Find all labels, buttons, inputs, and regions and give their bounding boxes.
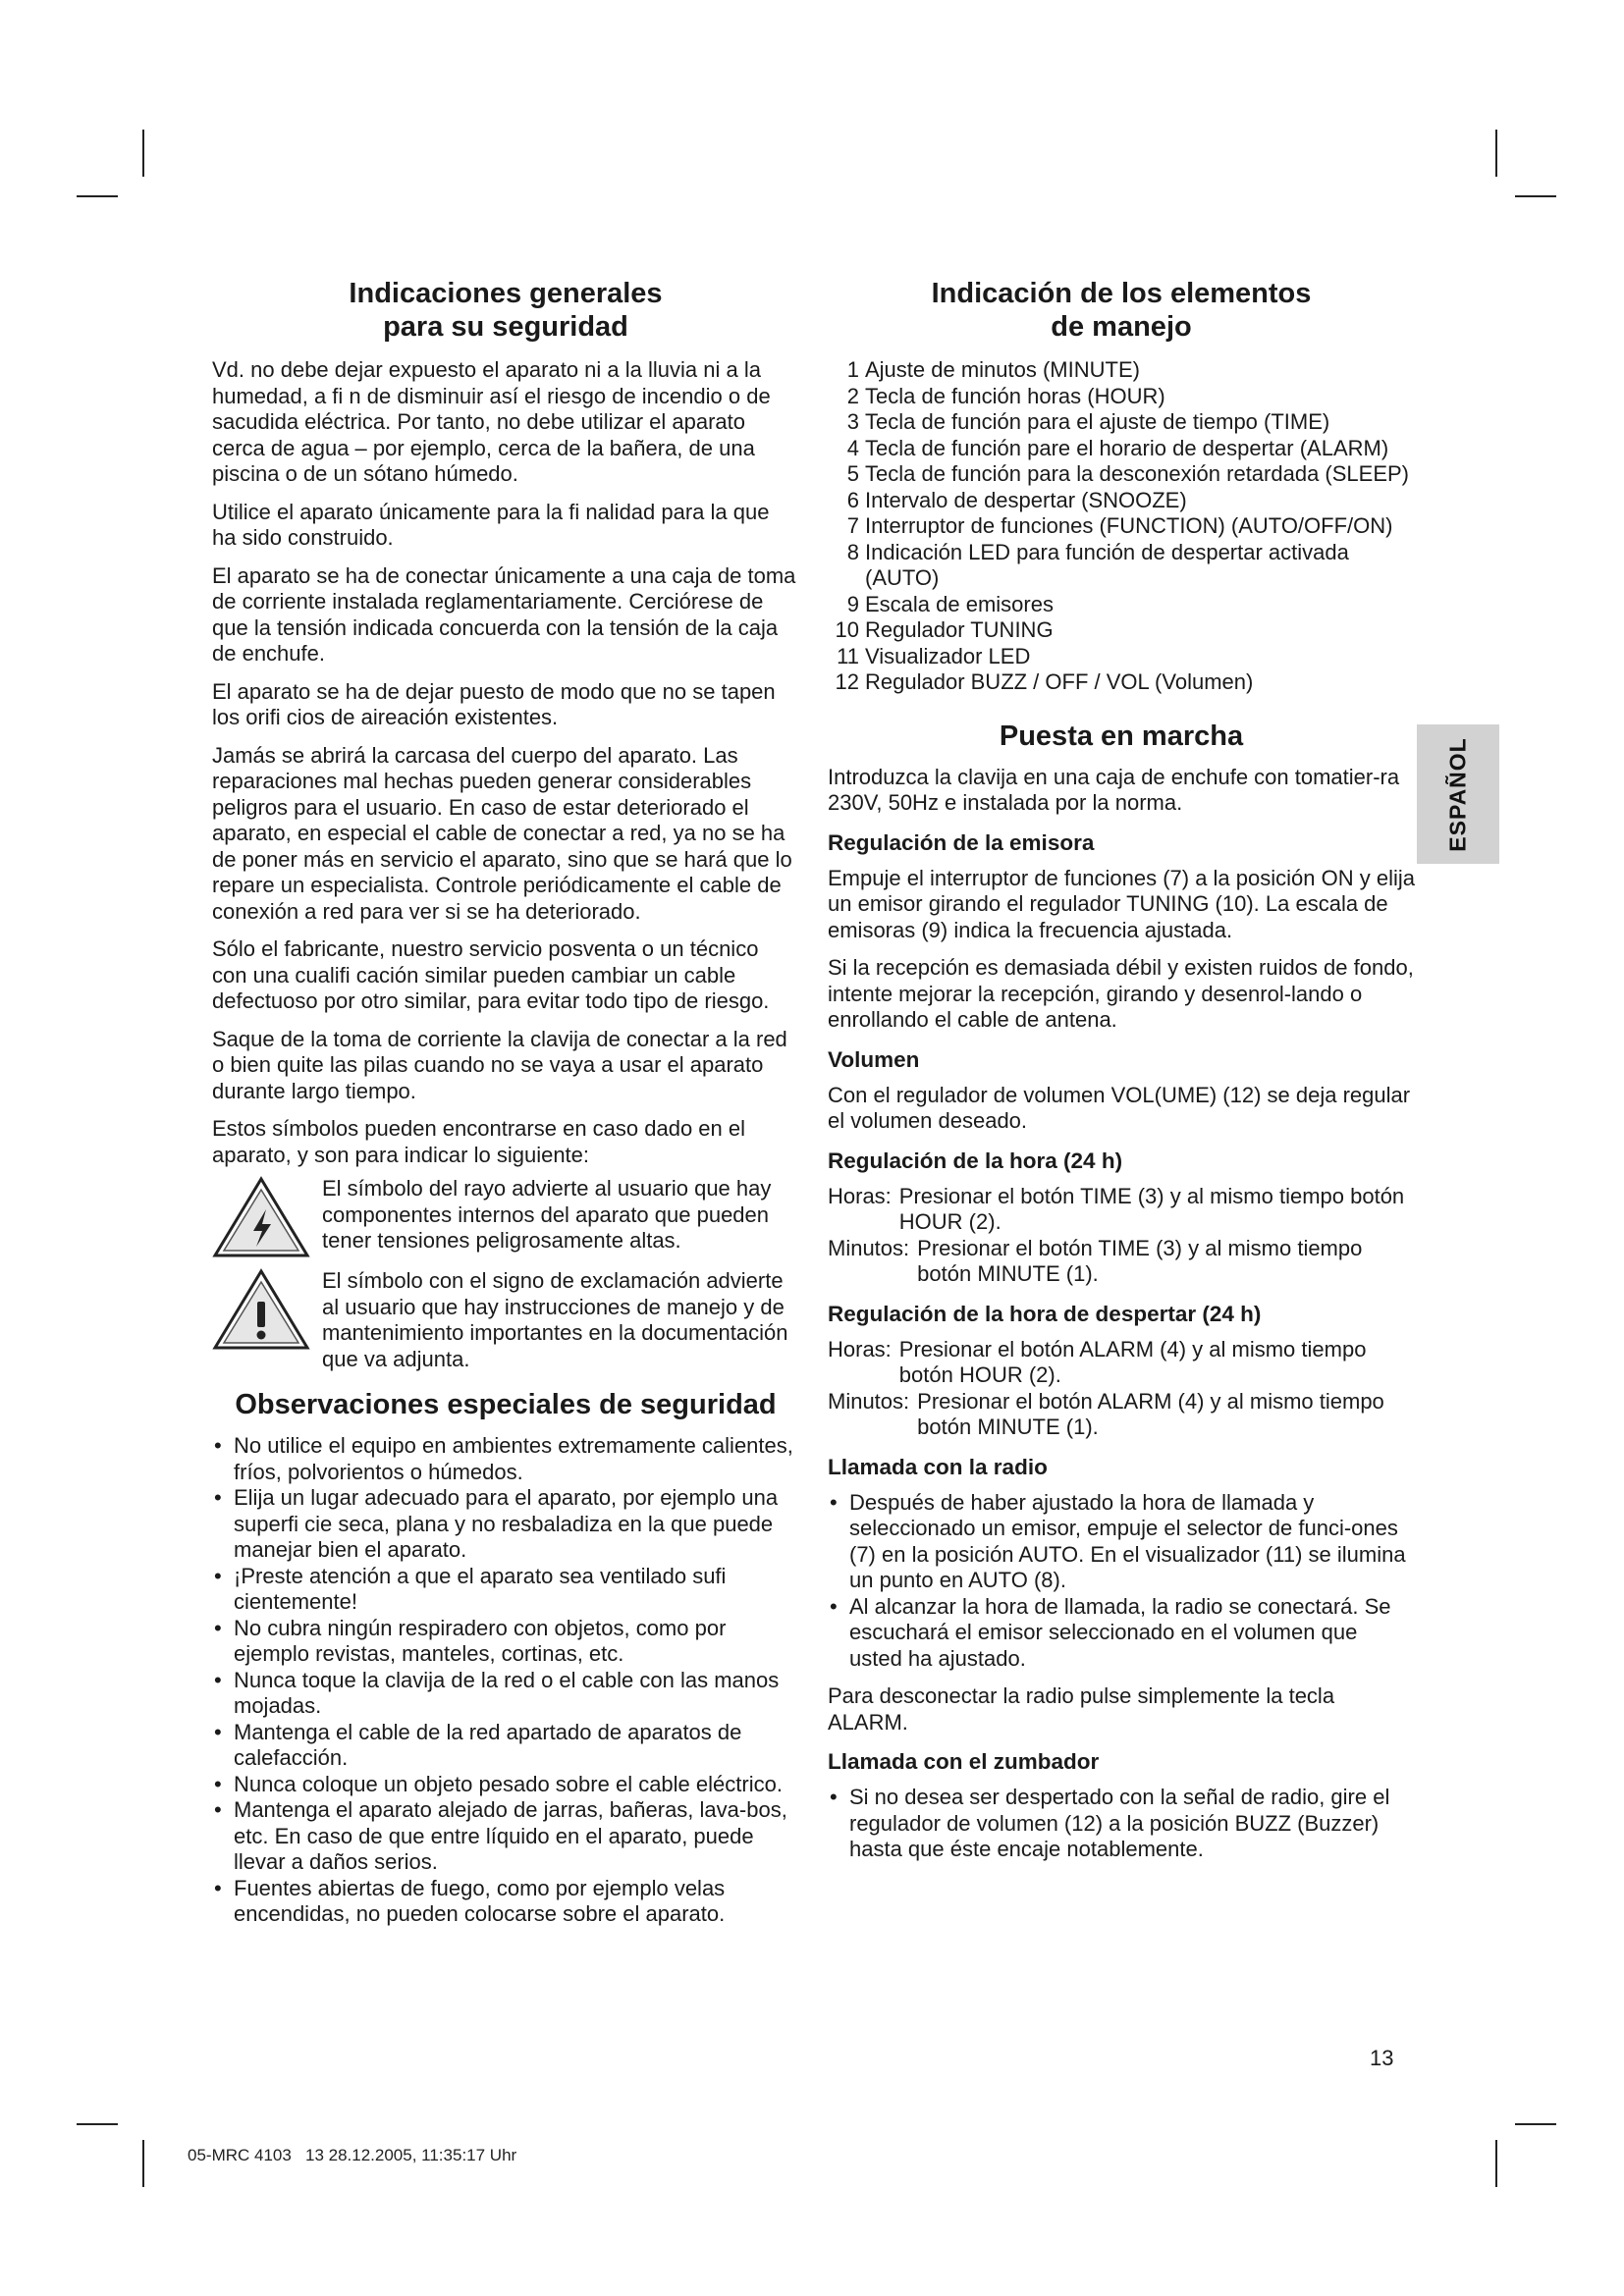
buzzer-list — [828, 1785, 1415, 1863]
safety-paragraph: Saque de la toma de corriente la clavija de conectar a la red o bien quite las pilas cuando no se vaya a usar el aparato durante largo tiempo. — [212, 1026, 787, 1103]
controls-title: Indicación de los elementos de manejo — [931, 278, 1312, 343]
crop-mark — [142, 2140, 144, 2187]
language-tab — [1417, 724, 1499, 864]
crop-mark — [1495, 2140, 1497, 2187]
list-item: 11 Visualizador LED — [837, 643, 1031, 668]
warning-exclamation — [212, 1268, 799, 1372]
warning-lightning — [212, 1176, 799, 1258]
radio-off-paragraph: Para desconectar la radio pulse simplemente la tecla ALARM. — [828, 1683, 1335, 1735]
list-item: 3 Tecla de función para el ajuste de tiempo (TIME) — [846, 409, 1330, 434]
list-item: 4 Tecla de función pare el horario de despertar (ALARM) — [846, 435, 1389, 460]
list-item: • No cubra ningún respiradero con objetos, como por ejemplo revistas, manteles, cortinas, etc. — [212, 1616, 799, 1668]
list-item: • Elija un lugar adecuado para el aparato, por ejemplo una superfi cie seca, plana y no resbaladiza en la que puede manejar bien el aparato. — [212, 1485, 799, 1564]
controls-list — [828, 357, 1415, 696]
station-paragraph: Si la recepción es demasiada débil y existen ruidos de fondo, intente mejorar la recepción, girando y desenrol-lando o enrollando el cable de antena. — [828, 955, 1414, 1032]
list-item: • Mantenga el aparato alejado de jarras, bañeras, lava-bos, etc. En caso de que entre líquido en el aparato, puede llevar a daños serios. — [212, 1797, 799, 1876]
alarm-minutes-row: Minutos: Presionar el botón ALARM (4) y al mismo tiempo botón MINUTE (1). — [828, 1388, 1384, 1439]
page-number: 13 — [1370, 2046, 1394, 2070]
list-item: 6 Intervalo de despertar (SNOOZE) — [846, 487, 1187, 512]
volume-paragraph: Con el regulador de volumen VOL(UME) (12) se deja regular el volumen deseado. — [828, 1082, 1411, 1133]
list-item: • No utilice el equipo en ambientes extremamente calientes, fríos, polvorientos o húmedos. — [212, 1433, 799, 1485]
crop-mark — [1495, 130, 1497, 177]
crop-mark — [77, 2123, 118, 2125]
warning-lightning-text: El símbolo del rayo advierte al usuario que hay componentes internos del aparato que pueden tener tensiones peligrosamente altas. — [322, 1176, 772, 1253]
list-item: 5 Tecla de función para la desconexión retardada (SLEEP) — [846, 461, 1410, 486]
list-item: • Al alcanzar la hora de llamada, la radio se conectará. Se escuchará el emisor seleccionado en el volumen que usted ha ajustado. — [828, 1594, 1415, 1673]
safety-paragraph: Utilice el aparato únicamente para la fi nalidad para la que ha sido construido. — [212, 499, 770, 550]
crop-mark — [1515, 2123, 1556, 2125]
radio-list — [828, 1490, 1415, 1673]
left-column — [212, 277, 799, 1940]
right-column — [828, 277, 1415, 1875]
list-item: • Después de haber ajustado la hora de llamada y seleccionado un emisor, empuje el selector de funci-ones (7) en la posición AUTO. En el visualizador (11) se ilumina un punto en AUTO (8). — [828, 1490, 1415, 1594]
safety-paragraph: El aparato se ha de dejar puesto de modo que no se tapen los orifi cios de aireación existentes. — [212, 678, 776, 729]
list-item: • Fuentes abiertas de fuego, como por ejemplo velas encendidas, no pueden colocarse sobre el aparato. — [212, 1876, 799, 1928]
radio-heading: Llamada con la radio — [828, 1454, 1048, 1479]
safety-paragraph: Estos símbolos pueden encontrarse en caso dado en el aparato, y son para indicar lo siguiente: — [212, 1116, 746, 1167]
list-item: 7 Interruptor de funciones (FUNCTION) (AUTO/OFF/ON) — [846, 513, 1393, 538]
alarm-hours-row: Horas: Presionar el botón ALARM (4) y al mismo tiempo botón HOUR (2). — [828, 1336, 1367, 1387]
list-item: • ¡Preste atención a que el aparato sea ventilado sufi cientemente! — [212, 1564, 799, 1616]
time-hours-row: Horas: Presionar el botón TIME (3) y al mismo tiempo botón HOUR (2). — [828, 1183, 1405, 1234]
list-item: 10 Regulador TUNING — [835, 617, 1054, 642]
safety-title: Indicaciones generales para su seguridad — [349, 278, 663, 343]
safety-paragraph: Jamás se abrirá la carcasa del cuerpo del aparato. Las reparaciones mal hechas pueden generar considerables peligros para el usuario. En caso de estar deteriorado el aparato, en especial el cable de conectar a red, ya no se ha de poner más en servicio el aparato, sino que se hará que lo repare un especialista. Controle periódicamente el cable de conexión a red para ver si se ha deteriorado. — [212, 742, 792, 924]
list-item: 1 Ajuste de minutos (MINUTE) — [846, 357, 1140, 382]
volume-heading: Volumen — [828, 1046, 920, 1072]
safety-paragraph: Sólo el fabricante, nuestro servicio posventa o un técnico con una cualifi cación similar pueden cambiar un cable defectuoso por otro similar, para evitar todo tipo de riesgo. — [212, 936, 770, 1013]
lightning-warning-icon — [212, 1176, 310, 1258]
station-paragraph: Empuje el interruptor de funciones (7) a la posición ON y elija un emisor girando el regulador TUNING (10). La escala de emisoras (9) indica la frecuencia ajustada. — [828, 865, 1415, 942]
crop-mark — [77, 195, 118, 197]
startup-intro: Introduzca la clavija en una caja de enchufe con tomatier-ra 230V, 50Hz e instalada por la norma. — [828, 764, 1400, 815]
print-footer: 05-MRC 4103 13 28.12.2005, 11:35:17 Uhr — [188, 2146, 517, 2164]
startup-section — [828, 720, 1415, 1863]
list-item: 2 Tecla de función horas (HOUR) — [846, 383, 1165, 408]
special-safety-section — [212, 1388, 799, 1928]
warning-exclamation-text: El símbolo con el signo de exclamación advierte al usuario que hay instrucciones de manejo y de mantenimiento importantes en la documentación que va adjunta. — [322, 1268, 788, 1371]
list-item: 12 Regulador BUZZ / OFF / VOL (Volumen) — [835, 669, 1254, 694]
special-safety-title: Observaciones especiales de seguridad — [235, 1389, 777, 1420]
time-heading: Regulación de la hora (24 h) — [828, 1148, 1123, 1173]
special-safety-list — [212, 1433, 799, 1928]
list-item: 8 Indicación LED para función de despertar activada (AUTO) — [846, 539, 1349, 590]
list-item: • Nunca toque la clavija de la red o el cable con las manos mojadas. — [212, 1668, 799, 1720]
alarm-heading: Regulación de la hora de despertar (24 h) — [828, 1301, 1262, 1326]
list-item: 9 Escala de emisores — [846, 591, 1054, 616]
list-item: • Si no desea ser despertado con la señal de radio, gire el regulador de volumen (12) a la posición BUZZ (Buzzer) hasta que éste encaje notablemente. — [828, 1785, 1415, 1863]
list-item: • Nunca coloque un objeto pesado sobre el cable eléctrico. — [212, 1772, 799, 1798]
startup-title: Puesta en marcha — [999, 720, 1244, 752]
language-tab-label: ESPAÑOL — [1444, 736, 1471, 852]
crop-mark — [142, 130, 144, 177]
buzzer-heading: Llamada con el zumbador — [828, 1749, 1100, 1774]
time-minutes-row: Minutos: Presionar el botón TIME (3) y al mismo tiempo botón MINUTE (1). — [828, 1235, 1363, 1286]
list-item: • Mantenga el cable de la red apartado de aparatos de calefacción. — [212, 1720, 799, 1772]
safety-paragraph: Vd. no debe dejar expuesto el aparato ni a la lluvia ni a la humedad, a fi n de disminuir así el riesgo de incendio o de sacudida eléctrica. Por tanto, no debe utilizar el aparato cerca de agua – por ejemplo, cerca de la bañera, de una piscina o de un sótano húmedo. — [212, 357, 771, 486]
station-heading: Regulación de la emisora — [828, 829, 1095, 855]
exclamation-warning-icon — [212, 1268, 310, 1351]
crop-mark — [1515, 195, 1556, 197]
safety-paragraph: El aparato se ha de conectar únicamente a una caja de toma de corriente instalada reglamentariamente. Cerciórese de que la tensión indicada concuerda con la tensión de la caja de enchufe. — [212, 562, 796, 666]
safety-section — [212, 277, 799, 1372]
controls-section — [828, 277, 1415, 696]
